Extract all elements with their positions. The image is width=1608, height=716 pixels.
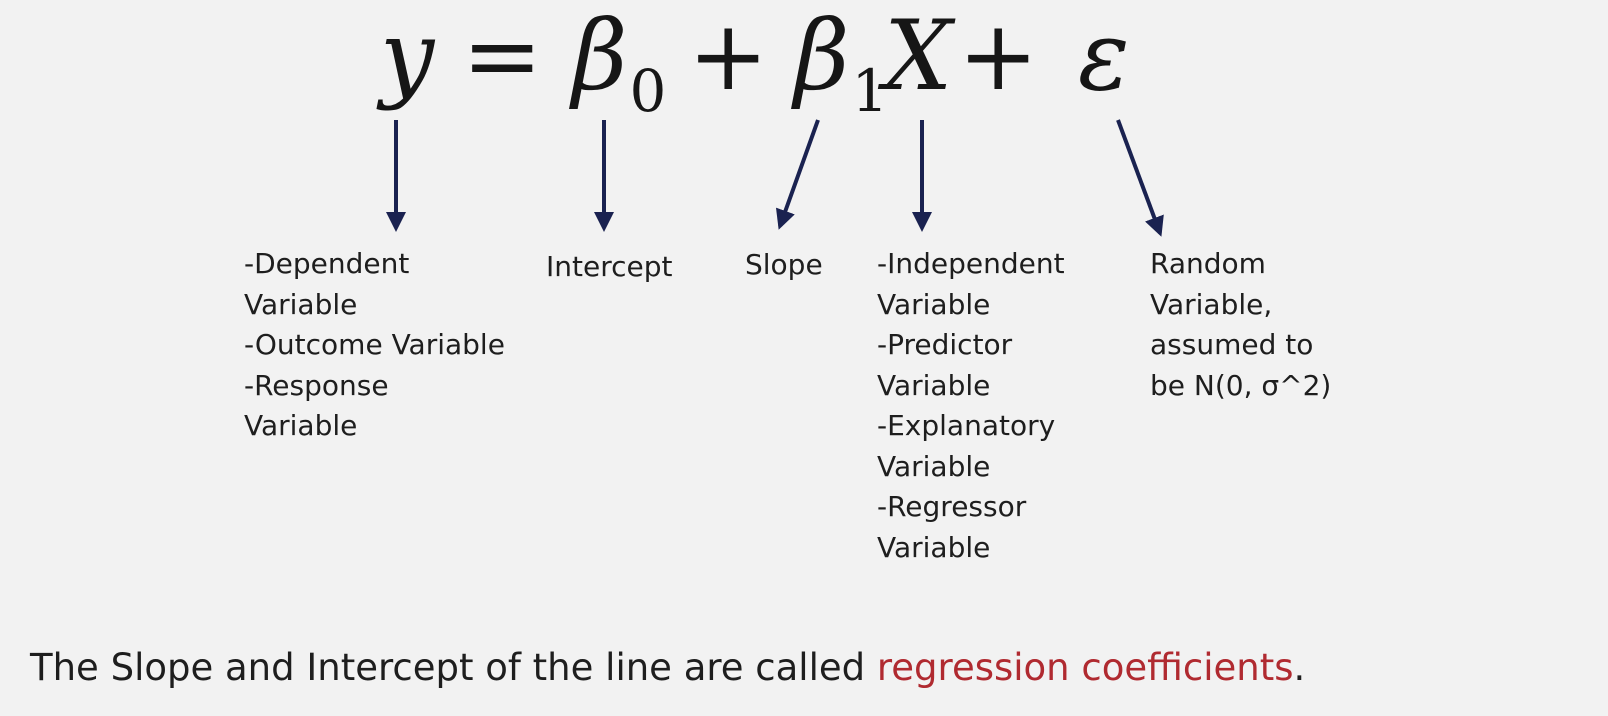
equation-epsilon: ε <box>1078 0 1130 112</box>
label-line: Slope <box>745 248 823 281</box>
beta-symbol: β <box>794 0 850 112</box>
beta-symbol: β <box>572 0 628 112</box>
beta0-subscript: 0 <box>629 57 667 125</box>
label-line: -Response <box>244 368 389 402</box>
label-line: Variable, <box>1150 287 1273 321</box>
label-error <box>1150 244 1331 406</box>
label-line: -Outcome Variable <box>244 328 505 361</box>
label-line: Variable <box>877 368 991 402</box>
label-line: Variable <box>244 409 358 442</box>
label-line: -Predictor <box>877 328 1013 361</box>
footer-caption <box>30 646 1305 690</box>
equation-y: y <box>380 0 435 112</box>
label-line: be N(0, σ^2) <box>1150 368 1332 402</box>
label-line: Random <box>1150 247 1266 280</box>
equation-plus-1: + <box>688 0 769 112</box>
label-line: -Regressor <box>877 490 1027 523</box>
arrow-error <box>1118 120 1160 233</box>
label-line: -Explanatory <box>877 409 1056 442</box>
label-line: assumed to <box>1150 328 1314 361</box>
equation-plus-2: + <box>958 0 1039 112</box>
label-line: -Dependent <box>244 247 410 280</box>
label-line: Variable <box>877 449 991 483</box>
label-independent <box>877 244 1065 568</box>
footer-highlight: regression coefficients <box>876 646 1294 689</box>
label-line: Variable <box>244 287 358 321</box>
arrow-slope <box>780 120 818 226</box>
label-line: -Independent <box>877 247 1065 280</box>
footer-suffix: . <box>1293 646 1306 689</box>
label-line: Variable <box>877 287 991 321</box>
beta1-subscript: 1 <box>851 57 889 125</box>
label-line: Variable <box>877 530 991 564</box>
label-slope <box>745 245 823 286</box>
equation-x: X <box>884 0 953 112</box>
label-line: Intercept <box>546 250 673 283</box>
footer-prefix: The Slope and Intercept of the line are called <box>30 646 877 689</box>
label-intercept <box>546 247 672 288</box>
equation-equals: = <box>462 0 543 112</box>
label-dependent <box>244 244 505 447</box>
